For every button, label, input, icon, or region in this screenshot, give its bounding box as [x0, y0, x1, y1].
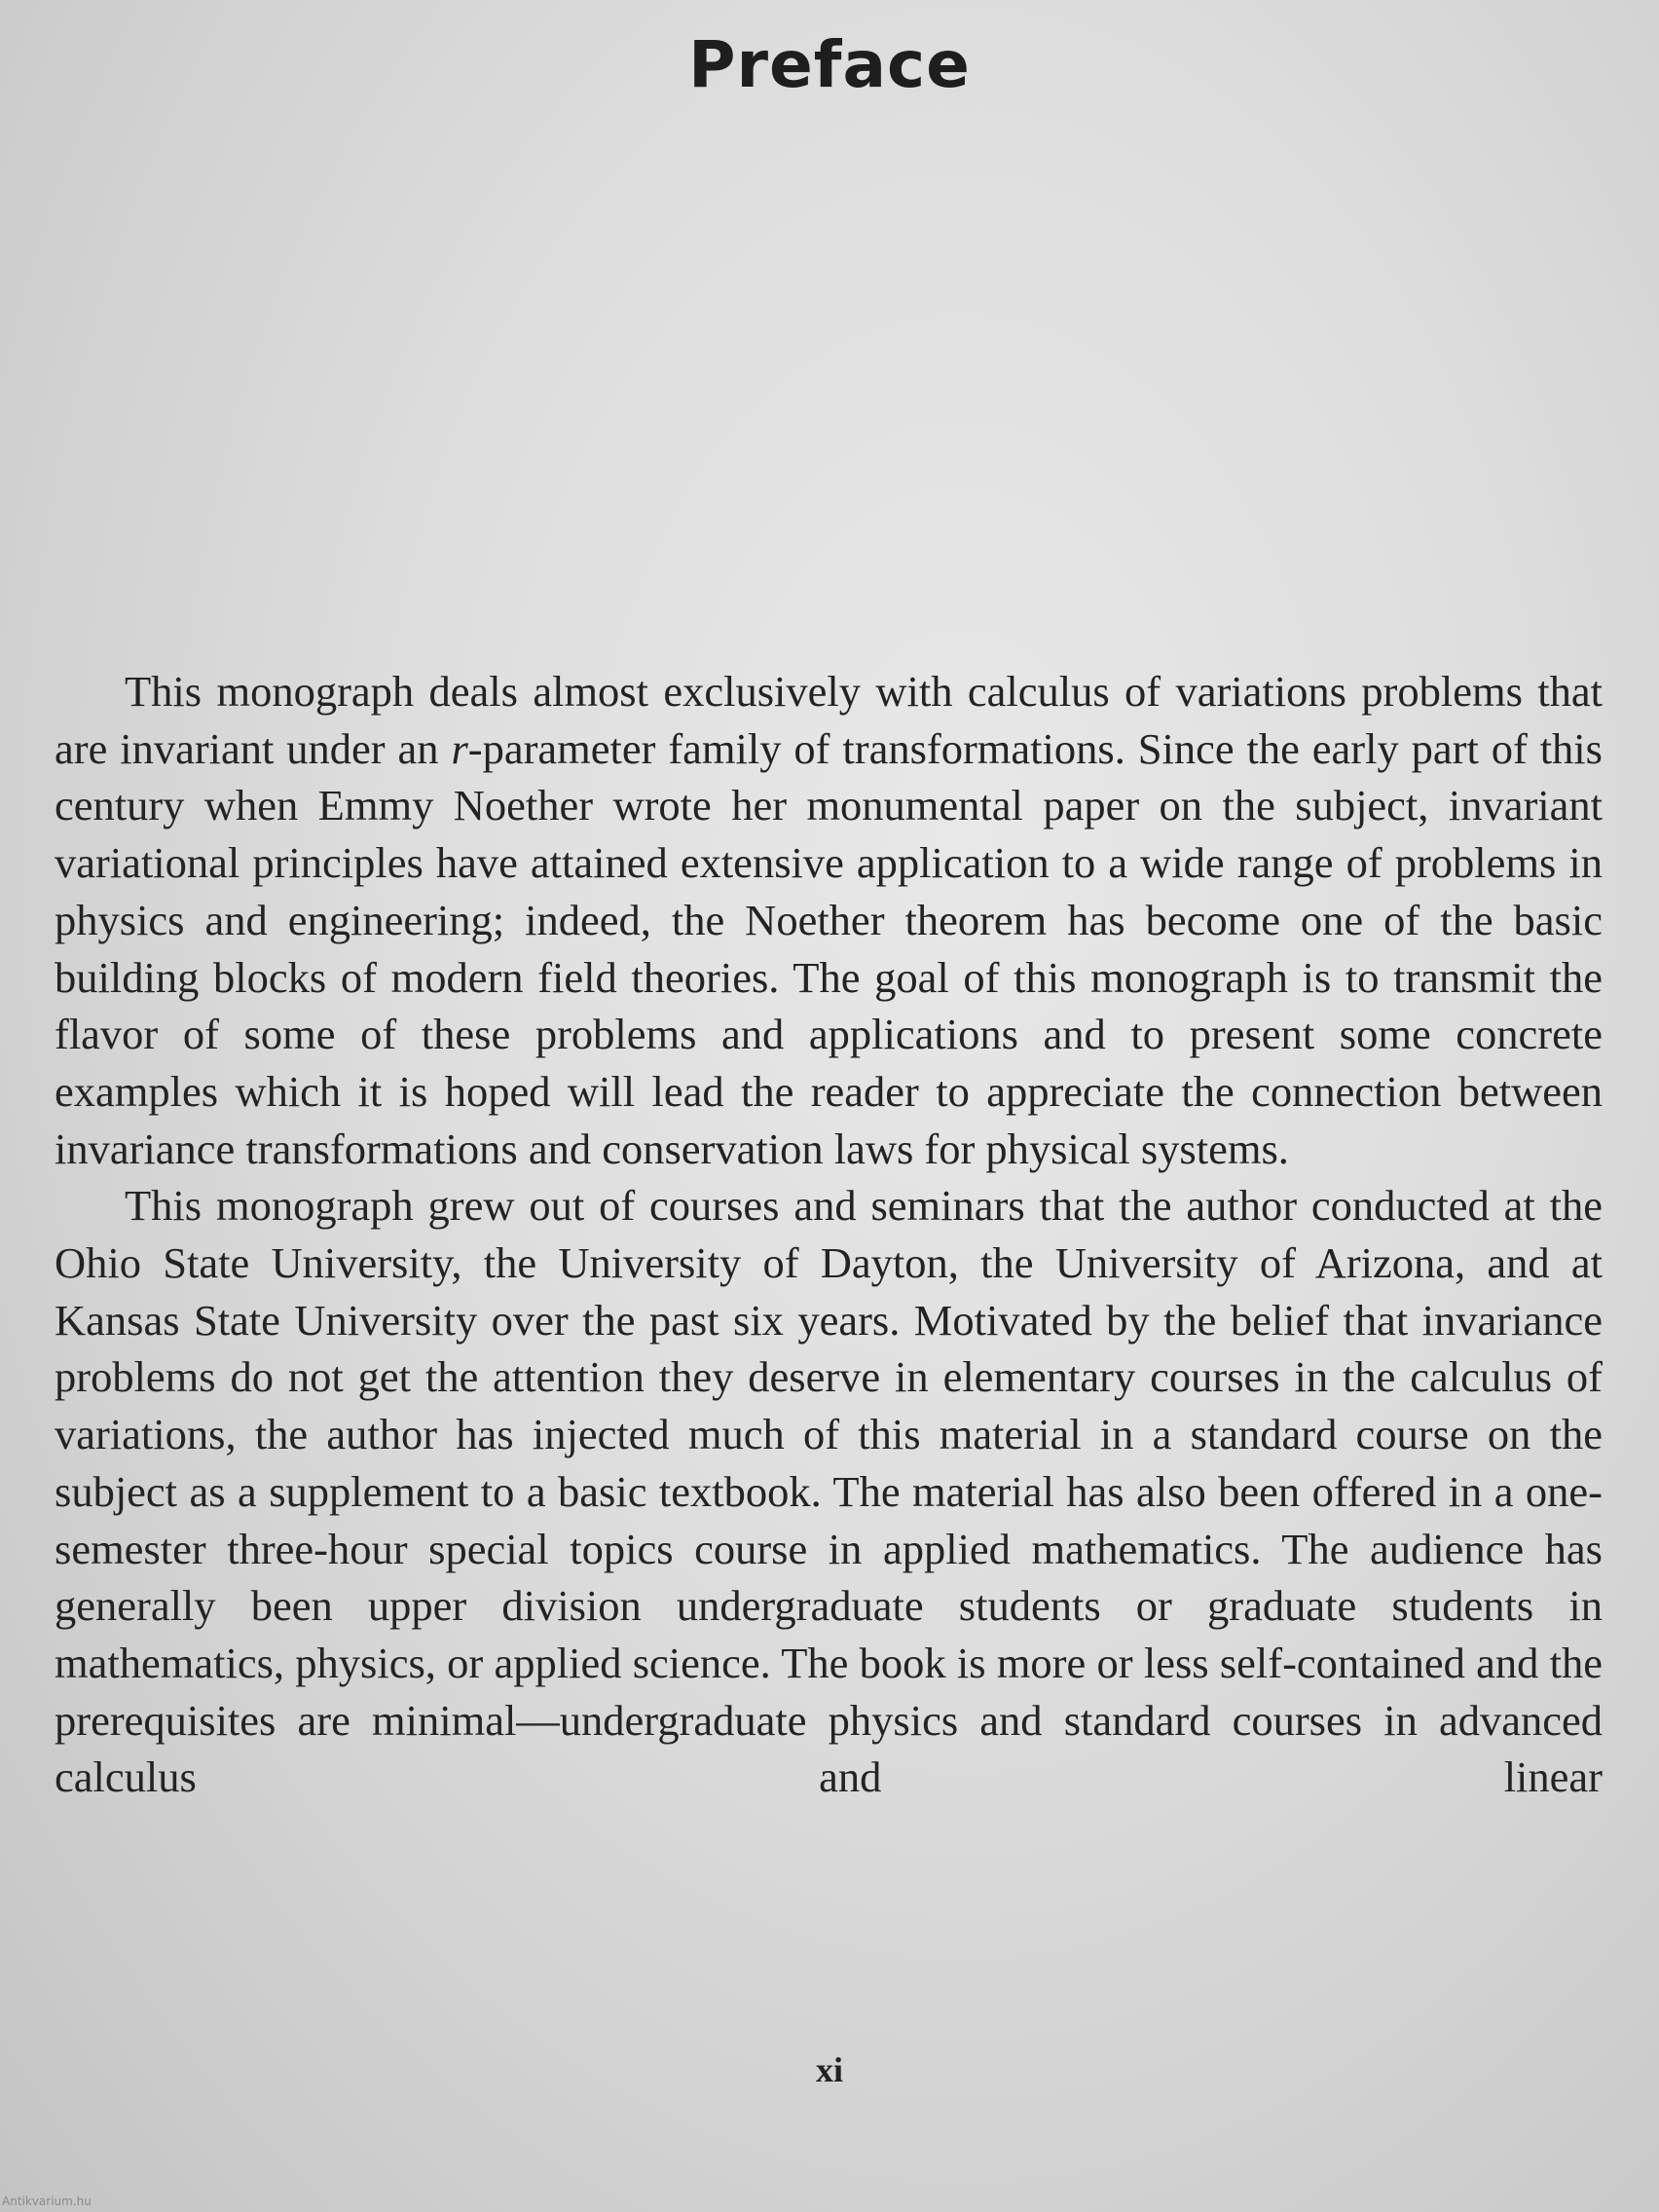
paragraph-1-text-start: This monograph deals almost exclusively with calculus of variations problems that are invariant under an: [55, 667, 1603, 773]
watermark: Antikvarium.hu: [2, 2194, 92, 2208]
paragraph-2: [55, 1177, 1603, 1806]
paragraph-1: [55, 663, 1603, 1177]
chapter-title: [0, 27, 1659, 102]
body-text: [55, 663, 1603, 1806]
paragraph-1-italic-r: r: [451, 723, 468, 773]
paragraph-1-text-end: -parameter family of transformations. Since the early part of this century when Emmy Noether wrote her monumental paper on the subject, invariant variational principles have attained extensive application to a wide range of problems in physics and engineering; indeed, the Noether theorem has become one of the basic building blocks of modern field theories. The goal of this monograph is to transmit the flavor of some of these problems and applications and to present some concrete examples which it is hoped will lead the reader to appreciate the connection between invariance transformations and conservation laws for physical systems.: [55, 723, 1603, 1173]
paragraph-2-text: This monograph grew out of courses and seminars that the author conducted at the Ohio State University, the University of Dayton, the University of Arizona, and at Kansas State University over the past six years. Motivated by the belief that invariance problems do not get the attention they deserve in elementary courses in the calculus of variations, the author has injected much of this material in a standard course on the subject as a supplement to a basic textbook. The material has also been offered in a one-semester three-hour special topics course in applied mathematics. The audience has generally been upper division undergraduate students or graduate students in mathematics, physics, or applied science. The book is more or less self-contained and the prerequisites are minimal—undergraduate physics and standard courses in advanced calculus and linear: [55, 1181, 1603, 1802]
chapter-title-text: Preface: [688, 27, 971, 102]
page-number: xi: [815, 2050, 843, 2089]
